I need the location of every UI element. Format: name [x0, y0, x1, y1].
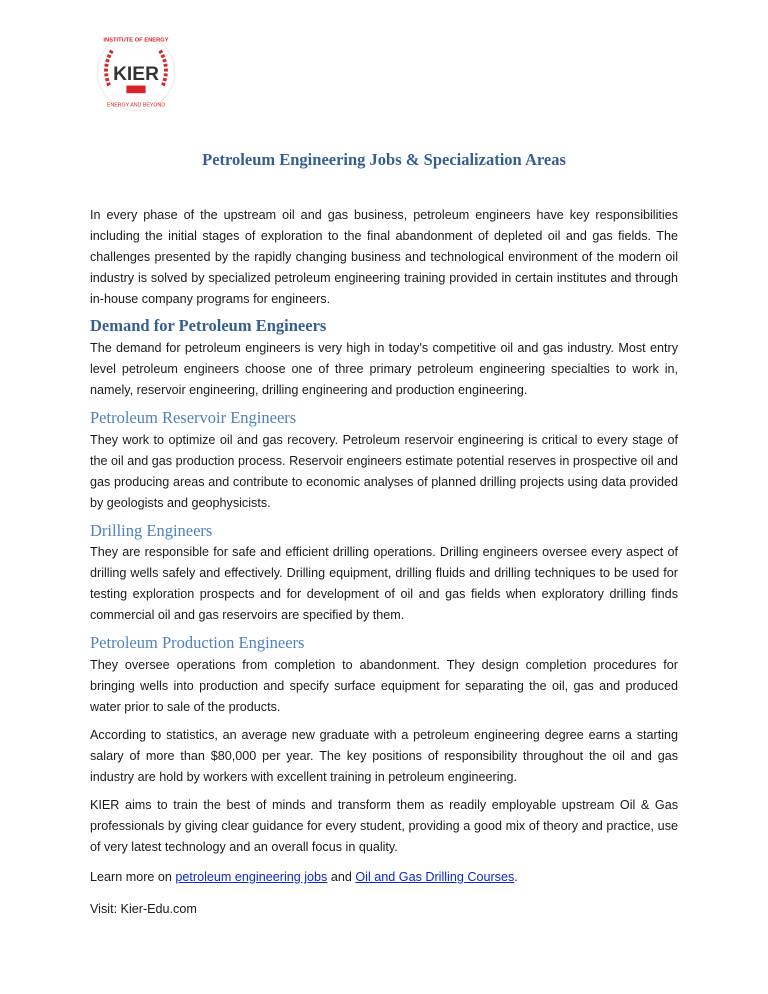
learn-suffix: . — [514, 870, 518, 884]
section-heading-reservoir: Petroleum Reservoir Engineers — [90, 408, 297, 427]
section-heading-demand: Demand for Petroleum Engineers — [90, 316, 327, 335]
svg-text:INSTITUTE OF ENERGY: INSTITUTE OF ENERGY — [103, 37, 169, 44]
visit-line: Visit: Kier-Edu.com — [90, 902, 197, 916]
kier-logo — [88, 26, 184, 122]
section-heading-drilling: Drilling Engineers — [90, 521, 213, 540]
section-text-drilling: They are responsible for safe and efficient drilling operations. Drilling engineers oversee every aspect of drilling wells safely and effectively. Drilling equipment, drilling fluids and drilling techniques to be used for testing exploration prospects and for development of oil and gas fields when exploratory drilling finds commercial oil and gas reservoirs are specified by them. — [90, 545, 678, 622]
learn-more-line — [90, 867, 678, 888]
section-text-production: They oversee operations from completion to abandonment. They design completion procedures for bringing wells into production and specify surface equipment for separating the oil, gas and produced water prior to sale of the products. — [90, 658, 678, 714]
section-heading-production: Petroleum Production Engineers — [90, 633, 305, 652]
learn-prefix: Learn more on — [90, 870, 176, 884]
drilling-courses-link[interactable]: Oil and Gas Drilling Courses — [355, 870, 515, 884]
section-text-demand: The demand for petroleum engineers is very high in today's competitive oil and gas industry. Most entry level petroleum engineers choose one of three primary petroleum engineering specialties to work in, namely, reservoir engineering, drilling engineering and production engineering. — [90, 341, 678, 397]
svg-text:ENERGY AND BEYOND: ENERGY AND BEYOND — [106, 102, 166, 109]
learn-middle: and — [327, 870, 356, 884]
stats-paragraph: According to statistics, an average new graduate with a petroleum engineering degree earns a starting salary of more than $80,000 per year. The key positions of responsibility throughout the oil and gas industry are hold by workers with excellent training in petroleum engineering. — [90, 728, 678, 784]
document-title: Petroleum Engineering Jobs & Specialization Areas — [202, 150, 566, 169]
intro-paragraph: In every phase of the upstream oil and gas business, petroleum engineers have key responsibilities including the initial stages of exploration to the final abandonment of depleted oil and gas fields. The challenges presented by the rapidly changing business and technological environment of the modern oil industry is solved by specialized petroleum engineering training provided in certain institutes and through in-house company programs for engineers. — [90, 208, 678, 306]
svg-text:KIER: KIER — [113, 63, 159, 85]
section-text-reservoir: They work to optimize oil and gas recovery. Petroleum reservoir engineering is critical to every stage of the oil and gas production process. Reservoir engineers estimate potential reserves in prospective oil and gas producing areas and contribute to economic analyses of planned drilling projects using data provided by geologists and geophysicists. — [90, 433, 678, 510]
kier-paragraph: KIER aims to train the best of minds and transform them as readily employable upstream Oil & Gas professionals by giving clear guidance for every student, providing a good mix of theory and practice, use of very latest technology and an overall focus in quality. — [90, 798, 678, 854]
petroleum-jobs-link[interactable]: petroleum engineering jobs — [175, 870, 328, 884]
